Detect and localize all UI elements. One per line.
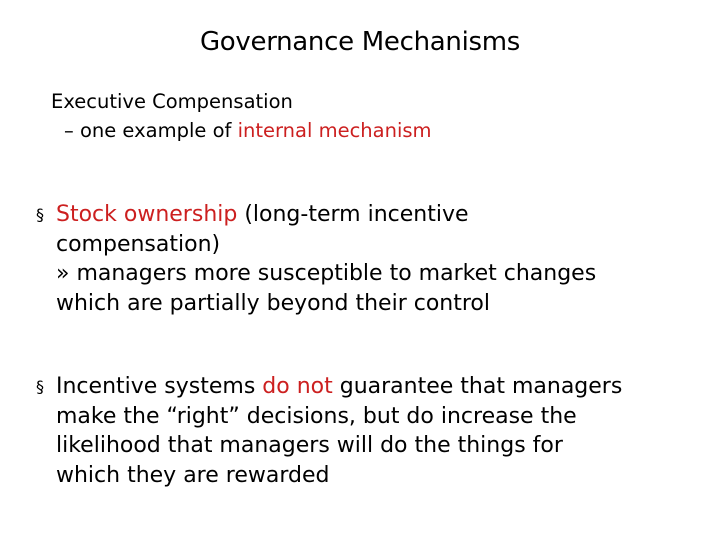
bullet-line: likelihood that managers will do the things for (56, 433, 563, 458)
bullet-text: (long-term incentive (237, 202, 469, 227)
subtitle-line-1: Executive Compensation (51, 90, 293, 113)
slide-title: Governance Mechanisms (199, 27, 521, 57)
sub-point-line: which are partially beyond their control (56, 290, 490, 316)
bullet-highlight: Stock ownership (56, 202, 238, 227)
sub-point-line: » managers more susceptible to market changes (56, 261, 597, 286)
bullet-stock-ownership (36, 200, 596, 318)
bullet-body (56, 372, 622, 490)
bullet-marker-icon: § (36, 205, 44, 224)
bullet-marker-icon: § (36, 377, 44, 396)
bullet-incentive-systems (36, 372, 622, 490)
bullet-line: compensation) (56, 231, 221, 257)
bullet-line: make the “right” decisions, but do increase the (56, 403, 577, 429)
bullet-text: guarantee that managers (332, 374, 623, 399)
bullet-line: which they are rewarded (56, 462, 330, 488)
bullet-text: Incentive systems (56, 374, 263, 399)
subtitle-prefix: – one example of (64, 119, 238, 142)
subtitle-highlight: internal mechanism (237, 119, 432, 142)
subtitle-line-2 (64, 117, 432, 145)
bullet-line (56, 200, 596, 230)
bullet-highlight: do not (262, 374, 333, 399)
bullet-body (56, 200, 596, 318)
bullet-line (56, 372, 622, 402)
